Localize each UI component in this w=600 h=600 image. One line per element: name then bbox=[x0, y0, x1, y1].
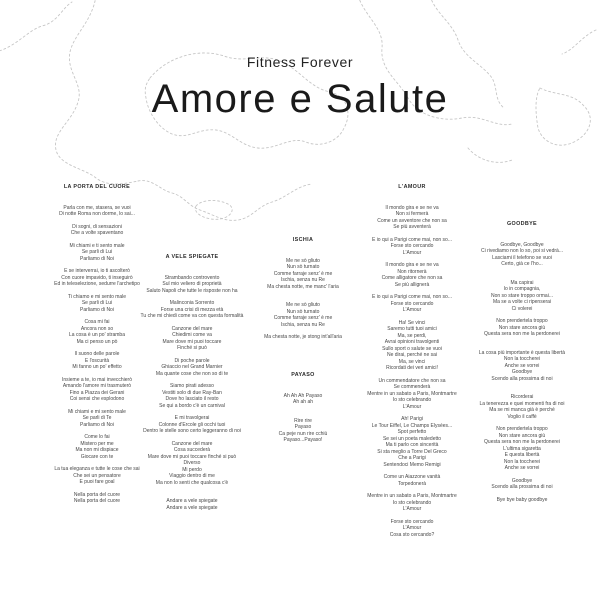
coastline-path bbox=[562, 30, 596, 54]
lyric-line: Ricordati dei veri amici! bbox=[386, 365, 438, 371]
lyric-line: Ah! Parigi bbox=[401, 416, 423, 422]
lyric-line: Lasciami il telefono se vuoi bbox=[492, 254, 552, 261]
lyric-line: Che a Parigi bbox=[398, 455, 426, 461]
stanza bbox=[447, 280, 597, 313]
lyric-line: Come lo fai bbox=[84, 434, 110, 440]
lyric-line: Ma chesta notte, me manc' l'aria bbox=[267, 283, 339, 290]
stanza bbox=[447, 318, 597, 338]
lyric-line: Chiedimi come va bbox=[172, 332, 212, 338]
lyric-line: Ricorderai bbox=[510, 394, 534, 400]
lyric-line: Se parli di Lui bbox=[81, 249, 113, 255]
song-title: GOODBYE bbox=[506, 221, 537, 227]
lyric-line: Mentre in un sabato a Paris, Montmartre bbox=[367, 493, 457, 499]
coastline-path bbox=[0, 2, 72, 52]
lyric-line: Avrai opinioni travolgenti bbox=[384, 339, 440, 345]
lyric-line: Non la toccherei bbox=[503, 356, 541, 362]
lyric-line: Se più avventerà bbox=[393, 224, 431, 230]
lyric-line: Che a volte spaventano bbox=[70, 230, 124, 236]
lyric-line: Voglio il caffè bbox=[507, 413, 537, 420]
lyric-line: Ma ci penso un pò bbox=[76, 338, 118, 345]
lyric-line: La tua eleganza e tutte le cose che sai bbox=[54, 466, 140, 472]
lyric-line: Non la toccherei bbox=[503, 458, 541, 465]
lyric-line: Ma non mi dispiace bbox=[75, 447, 119, 453]
song-title: LA PORTA DEL CUORE bbox=[63, 184, 131, 190]
song-title: PAYASO bbox=[291, 372, 315, 378]
lyric-line: Nun sò turnato bbox=[286, 264, 320, 270]
stanza bbox=[337, 519, 487, 539]
lyric-line: E l'oscurità bbox=[84, 357, 110, 364]
lyric-line: Colonne d'Ercole gli occhi tuoi bbox=[158, 421, 226, 428]
lyric-line: Forse sto cercando bbox=[390, 300, 434, 307]
lyric-line: Goodbye bbox=[511, 477, 533, 484]
lyric-line: Malinconia Sorrento bbox=[169, 300, 215, 306]
lyric-line: Canzone del mare bbox=[171, 440, 213, 447]
lyric-line: Vestiti solo di due Ray-Ban bbox=[162, 389, 222, 396]
lyric-line: Viaggio dentro di me bbox=[169, 473, 215, 479]
lyric-line: Io sto celebrando bbox=[392, 499, 432, 506]
lyric-line: La cosa è un po' stramba bbox=[69, 332, 125, 338]
song-title: ISCHIA bbox=[292, 237, 314, 243]
lyric-line: La cosa più importante è questa libertà bbox=[478, 349, 566, 356]
lyric-line: Ed in teleselezione, sedurre l'archetipo bbox=[54, 281, 140, 287]
lyric-line: Ma, se vinci bbox=[398, 358, 426, 365]
lyric-line: Giocare con te bbox=[80, 453, 114, 460]
lyric-line: Comme farraje senz' è me bbox=[273, 315, 333, 321]
lyric-line: Il mondo gira e se ne va bbox=[385, 204, 439, 211]
lyric-line: Di notte Roma non dorme, lo sai... bbox=[59, 211, 135, 217]
stanza bbox=[447, 350, 597, 383]
lyric-line: Non ritornerà bbox=[397, 268, 427, 275]
lyric-line: Dentro le stelle sono certo leggeranno di noi bbox=[143, 428, 241, 434]
lyric-line: Ma se mi manca già è perché bbox=[489, 407, 555, 413]
lyric-line: Di sogni, di sensazioni bbox=[72, 223, 122, 230]
lyric-line: Torpedonerà bbox=[397, 480, 427, 487]
lyric-line: Saremo tutti tuoi amici bbox=[387, 326, 437, 332]
lyric-line: Se qui a bordo c'è un carnival bbox=[159, 402, 225, 409]
lyric-line: Ischia, senza nu Re bbox=[281, 321, 325, 328]
lyric-line: Il suono delle parole bbox=[74, 351, 120, 357]
lyric-line: Mare dove mi puoi toccare bbox=[162, 338, 222, 345]
lyric-line: Non stare ancora giù bbox=[498, 324, 546, 331]
lyric-line: Nella porta del cuore bbox=[73, 491, 121, 498]
lyric-line: Bye bye baby goodbye bbox=[496, 496, 548, 503]
song-title: L'AMOUR bbox=[398, 184, 426, 190]
lyric-line: Ma chesta notte, je stong int'all'aria bbox=[264, 334, 342, 340]
lyric-line: Ne dirai, perché ne sai bbox=[386, 352, 438, 358]
lyric-line: Non stare ancora giù bbox=[498, 432, 546, 439]
lyric-line: Forse sto cercando bbox=[390, 243, 434, 249]
lyric-line: Strambando controvento bbox=[164, 274, 220, 281]
lyric-line: Non prendertela troppo bbox=[496, 318, 548, 324]
lyric-line: Ma non lo senti che qualcosa c'è bbox=[155, 479, 229, 486]
album-title: Amore e Salute bbox=[151, 77, 449, 121]
lyric-line: E mi travolgerai bbox=[174, 415, 210, 421]
lyric-line: Rire rire bbox=[294, 417, 312, 424]
lyric-line: Me ne sò gliuto bbox=[286, 302, 320, 308]
lyric-line: Fino a Piazza dei Gerani bbox=[69, 389, 125, 396]
lyric-line: Non prendertela troppo bbox=[496, 426, 548, 432]
lyric-line: Cosa mi fai bbox=[84, 319, 110, 325]
stanza bbox=[447, 478, 597, 491]
lyric-line: Non si fermerà bbox=[395, 211, 429, 217]
lyric-line: Ma se a volte ci ripenserai bbox=[492, 299, 552, 305]
lyric-line: E io qui a Parigi come mai, non so... bbox=[371, 236, 453, 243]
lyric-line: L'ultima sigaretta bbox=[503, 445, 541, 452]
lyric-line: Come alligatore che non sa bbox=[381, 275, 443, 281]
lyric-line: Insieme a te, io mai invecchierò bbox=[61, 376, 133, 383]
lyric-line: Se parli di Lui bbox=[81, 300, 113, 306]
lyric-line: E se interverrai, io ti ascolterò bbox=[64, 268, 130, 274]
lyric-line: Forse una crisi di mezza età bbox=[160, 306, 224, 313]
stanza bbox=[117, 498, 267, 511]
coastline-path bbox=[195, 200, 232, 219]
lyric-line: Se commenderà bbox=[393, 384, 431, 390]
lyric-line: Un commendatore che non sa bbox=[378, 377, 446, 384]
lyric-line: Scendo alla prossima di noi bbox=[491, 484, 553, 490]
lyric-line: Dove ho lasciato il resto bbox=[165, 396, 219, 402]
lyric-line: L'Amour bbox=[402, 307, 422, 313]
lyric-line: Canzone del mare bbox=[171, 325, 213, 332]
lyric-line: Parliamo di Noi bbox=[80, 421, 114, 428]
lyric-line: Ah ah ah bbox=[292, 399, 314, 405]
stanza bbox=[447, 394, 597, 420]
artist-name: Fitness Forever bbox=[246, 54, 354, 70]
lyric-line: Parla con me, stasera, se vuoi bbox=[63, 204, 131, 211]
lyric-line: Io in compagnia, bbox=[503, 286, 541, 292]
lyric-line: Sul mio veliero di proprietà bbox=[162, 281, 222, 287]
lyric-line: Ischia, senza nu Re bbox=[281, 277, 325, 283]
lyric-line: Come un Aiazzone vanità bbox=[383, 474, 441, 480]
lyric-line: Cosa sto cercando? bbox=[389, 531, 435, 538]
lyric-line: Con cuore impavido, ti inseguirò bbox=[61, 274, 133, 281]
lyric-line: Certo, già ce l'ho... bbox=[501, 261, 543, 267]
lyric-line: E io qui a Parigi come mai, non so... bbox=[371, 294, 453, 300]
lyric-line: Mare dove mi puoi toccare finché si può bbox=[147, 453, 237, 460]
song-title: A VELE SPIEGATE bbox=[165, 254, 219, 260]
lyric-line: Se più allignerà bbox=[394, 281, 430, 288]
lyric-line: Nella porta del cuore bbox=[73, 498, 121, 504]
lyric-line: La tenerezza e quei momenti fra di noi bbox=[479, 400, 565, 407]
lyric-line: Non so stare troppo ormai... bbox=[491, 292, 553, 299]
lyric-line: Parliamo di Noi bbox=[80, 306, 114, 313]
lyric-line: Ha! Se vinci bbox=[398, 319, 426, 326]
lyric-line: Forse sto cercando bbox=[390, 518, 434, 525]
song-goodbye bbox=[447, 221, 597, 509]
lyric-line: Sentendoci Memo Remigi bbox=[383, 461, 441, 468]
lyric-line: Ancora non so bbox=[80, 325, 114, 332]
lyric-line: Siamo pirati adesso bbox=[170, 383, 214, 389]
stanza bbox=[447, 497, 597, 504]
song-lyrics bbox=[447, 242, 597, 504]
lyric-line: Questa sera non me la perdonerei bbox=[484, 331, 560, 337]
lyric-line: Anche se vorrei bbox=[504, 465, 540, 471]
lyric-line: Andare a vele spiegate bbox=[166, 504, 218, 511]
lyric-line: L'Amour bbox=[402, 249, 422, 256]
lyric-line: Coi sensi che esplodono bbox=[69, 396, 125, 402]
lyric-line: E puoi fare goal bbox=[79, 479, 115, 485]
lyric-line: Ci volerei bbox=[511, 305, 533, 312]
lyric-line: Come un avventore che non sa bbox=[377, 217, 447, 224]
lyric-line: L'Amour bbox=[402, 525, 422, 531]
lyric-line: Che sei un pensatore bbox=[73, 472, 121, 479]
lyric-line: Ti chiamo e mi sento male bbox=[67, 293, 127, 300]
lyric-line: Di poche parole bbox=[174, 357, 210, 364]
lyric-line: Ah Ah Ah Payaso bbox=[283, 392, 323, 399]
lyric-line: Io sto celebrando bbox=[392, 397, 432, 403]
lyric-line: Goodbye, Goodbye bbox=[500, 241, 544, 248]
lyric-line: Goodbye bbox=[511, 369, 533, 375]
lyric-line: Payaso...Payaso! bbox=[283, 437, 323, 443]
lyric-line: Sullo sport o salute se vuoi bbox=[382, 345, 442, 352]
lyric-line: Ca peje nun rire cchiù bbox=[278, 430, 328, 437]
lyric-line: Si sta meglio a Torre Del Greco bbox=[377, 448, 447, 455]
lyric-line: Ma capirai bbox=[510, 279, 534, 286]
lyric-line: Ma ti parlo con sincerità bbox=[385, 442, 439, 448]
lyric-line: L'Amour bbox=[402, 403, 422, 410]
stanza bbox=[447, 426, 597, 472]
lyric-line: Payaso bbox=[294, 424, 312, 430]
lyric-line: Comme farraje senz' è me bbox=[273, 270, 333, 277]
stanza bbox=[447, 242, 597, 268]
lyric-line: Ghiaccio nel Grand Marnier bbox=[161, 364, 223, 370]
lyric-line: Se sei un poeta maledetto bbox=[382, 435, 442, 442]
lyric-line: Mi fanno un po' effetto bbox=[72, 364, 122, 370]
lyric-line: L'Amour bbox=[402, 506, 422, 512]
lyric-line: Ci rivediamo non lo so, poi si vedrà... bbox=[481, 248, 563, 254]
stanza bbox=[22, 205, 172, 218]
lyric-line: Questa sera non me la perdonerei bbox=[484, 439, 560, 445]
lyric-line: Saluto Napoli che tutte le risposte non ha bbox=[146, 287, 238, 294]
lyric-line: Me ne sò gliuto bbox=[286, 257, 320, 264]
lyric-line: Diverso bbox=[183, 460, 201, 466]
lyric-line: Cosa succederà bbox=[173, 447, 211, 453]
coastline-path bbox=[468, 148, 512, 162]
lyric-line: Mi perdo bbox=[182, 466, 202, 473]
lyric-line: Mi chiami e mi sento male bbox=[68, 408, 126, 415]
lyric-line: Mi chiami e ti sento male bbox=[69, 242, 125, 249]
lyric-line: Mentre in un sabato a Paris, Montmartre bbox=[367, 390, 457, 397]
lyric-line: Andare a vele spiegate bbox=[166, 498, 218, 504]
lyric-line: Anche se vorrei bbox=[504, 362, 540, 369]
lyric-line: Ma, se perdi, bbox=[397, 332, 427, 339]
lyric-line: Finché si può bbox=[177, 345, 207, 351]
lyric-line: Amando l'amore mi trasmuterò bbox=[62, 383, 132, 389]
lyric-line: Il mondo gira e se ne va bbox=[385, 262, 439, 268]
lyric-line: Parliamo di Noi bbox=[80, 255, 114, 262]
lyric-line: Ma quante cose che non so di te bbox=[155, 370, 229, 377]
lyric-line: Nun sò turnato bbox=[286, 308, 320, 315]
lyric-line: Mistero per me bbox=[80, 440, 114, 447]
lyric-line: Spot perfetto bbox=[397, 429, 427, 435]
lyric-line: Scendo alla prossima di noi bbox=[491, 375, 553, 382]
lyric-line: Se parli di Te bbox=[82, 415, 112, 421]
lyric-line: E questa libertà bbox=[504, 452, 540, 458]
lyric-line: Tu che mi chiedi come va con questa formalità bbox=[140, 313, 244, 319]
lyric-line: Le Tour Eiffel, Le Champs Elysées... bbox=[371, 422, 453, 429]
stanza bbox=[22, 224, 172, 237]
